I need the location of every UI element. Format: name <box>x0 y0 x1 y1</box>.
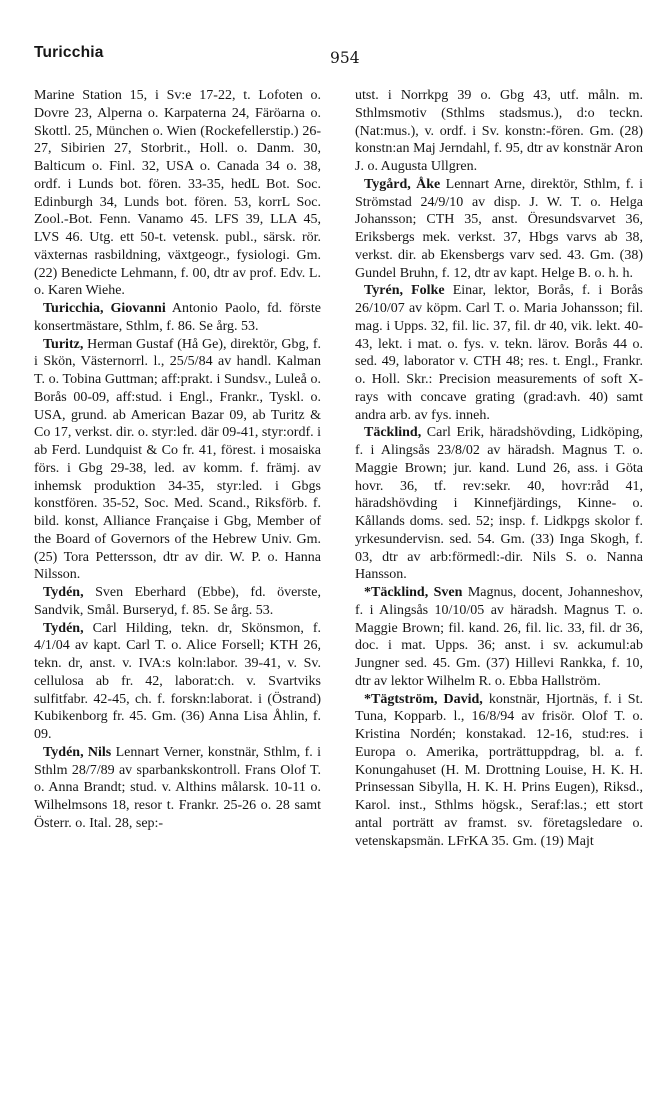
entry-tyden-nils <box>34 744 321 833</box>
entry-name: Turitz, <box>43 336 84 352</box>
entry-tyden-hilding <box>34 620 321 744</box>
entry-text: Herman Gustaf (Hå Ge), direktör, Gbg, f. i Skön, Västernorrl. l., 25/5/84 av handl. Kalman T. o. Tobina Guttman; aff:prakt. i Sundsv., Luleå o. Borås 00-09, aff:stud. i Engl., Frankr., Tyskl. o. USA, grund. ab American Bazar 09, ab Turitz & Co 17, verkst. dir. o. styr:led. där 09-41, styr:ordf. i ab Ferd. Lundquist & Co fr. 41, förest. i mosaiska förs. i Gbg 29-38, led. av komm. f. främj. av inhemsk produktion 34-35, styr:led. i Gbgs konstfören. 35-52, Soc. Med. Scand., Riksförb. f. bild. konst, Alliance Française i Gbg, Member of the Board of Governors of the Hebrew Univ. Gm. (25) Tora Pettersson, dtr av dir. W. P. o. Hanna Nilsson. <box>34 336 321 583</box>
entry-name: Tygård, Åke <box>364 176 441 192</box>
entry-tacklind-sven <box>355 584 643 691</box>
entry-name: Tydén, <box>43 585 84 600</box>
entry-text: Sven Eberhard (Ebbe), fd. överste, Sandvik, Smål. Burseryd, f. 85. Se årg. 53. <box>34 585 321 618</box>
entry-tygard-ake <box>355 176 643 283</box>
entry-name: *Täcklind, Sven <box>364 585 463 600</box>
entry-text: Carl Erik, häradshövding, Lidköping, f. i Alingsås 23/8/02 av häradsh. Magnus T. o. Maggie Brown; jur. kand. Lund 26, ass. i Göta hovr. 36, tf. rev:sekr. 40, hovr:råd 41, häradshövding i Kinnefjärdings, Kinne- o. Kållands doms. sed. 52; insp. f. Lidkpgs skolor f. yrkesundervisn. sed. 54. Gm. (33) Inga Skogh, f. 03, dtr av arb:förmedl:-dir. Nils S. o. Nanna Hansson. <box>355 425 643 583</box>
entry-continuation: utst. i Norrkpg 39 o. Gbg 43, utf. måln. m. Sthlmsmotiv (Sthlms stadsmus.), d:o teckn. (Nat:mus.), v. ordf. i Sv. konstn:-fören. Gm. (28) konstn:an Maj Jerndahl, f. 95, dtr av konstnär Aron J. o. Augusta Ullgren. <box>355 88 643 174</box>
entry-name: Turicchia, Giovanni <box>43 301 166 316</box>
running-head: Turicchia <box>34 44 104 61</box>
entry-tyren-folke <box>355 282 643 424</box>
entry-name: Tydén, <box>43 620 84 636</box>
entry-name: Tyrén, Folke <box>364 283 445 299</box>
entry-text: Antonio Paolo, fd. förste konsertmästare, Sthlm, f. 86. Se årg. 53. <box>34 301 321 334</box>
page-number: 954 <box>330 49 360 67</box>
entry-tagtstrom-david <box>355 691 643 851</box>
entry-turicchia-giovanni <box>34 300 321 336</box>
entry-continuation: Marine Station 15, i Sv:e 17-22, t. Lofoten o. Dovre 23, Alperna o. Karpaterna 24, Färöarna o. Skottl. 25, München o. Wien (Rockefellerstip.) 26-27, Sibirien 27, Storbrit., Holl. o. Danm. 30, Balticum o. Finl. 32, USA o. Canada 34 o. 38, ordf. i Lunds bot. fören. 33-35, hedL Bot. Soc. Edinburgh 34, Lunds bot. fören. 53, korrL Soc. Zool.-Bot. Fenn. Vanamo 45. LFS 39, LLA 45, LVS 46. Utg. ett 50-t. vetensk. publ., särsk. rör. växternas rasbildning, växtgeogr., fysiologi. Gm. (22) Benedicte Lehmann, f. 00, dtr av prof. Edv. L. o. Karen Wiehe. <box>34 88 321 299</box>
entry-name: *Tägtström, David, <box>364 691 483 707</box>
right-column <box>355 87 643 850</box>
entry-text: Carl Hilding, tekn. dr, Skönsmon, f. 4/1/04 av kapt. Carl T. o. Alice Forsell; KTH 26, tekn. dr, anst. v. IVA:s koln:labor. 39-41, v. Sv. cellulosa ab fr. 42, laborat:ch. v. Svartviks sulfitfabr. 42-45, ch. f. forskn:laborat. i (Östrand) Kubikenborg fr. 45. Gm. (36) Anna Lisa Åhlin, f. 09. <box>34 620 321 742</box>
entry-text: Lennart Verner, konstnär, Sthlm, f. i Sthlm 28/7/89 av sparbankskontroll. Frans Olof T. o. Anna Brandt; stud. v. Althins målarsk. 10-11 o. Wilhelmsons 18, resor t. Frankr. 25-26 o. 28 samt Österr. o. Ital. 28, sep:- <box>34 744 321 831</box>
entry-text: Magnus, docent, Johanneshov, f. i Alingsås 10/10/05 av häradsh. Magnus T. o. Maggie Brown; fil. kand. 26, fil. lic. 33, fil. dr 36, doc. i mat. Upps. 36; anst. i sv. ackumul:ab Jungner sed. 45. Gm. (37) Hillevi Rankka, f. 10, dtr av lektor Wilhelm R. o. Ebba Hallström. <box>355 585 644 689</box>
entry-tyden-ebbe <box>34 584 321 620</box>
entry-name: Täcklind, <box>364 425 422 441</box>
left-column <box>34 87 321 833</box>
entry-text: konstnär, Hjortnäs, f. i St. Tuna, Kopparb. l., 16/8/94 av frisör. Olof T. o. Kristina Nordén; konstakad. 12-16, stud:res. i Europa o. Amerika, porträttuppdrag, bl. a. f. Konungahuset (H. M. Drottning Louise, H. K. H. Prinsessan Sibylla, H. K. H. Prins Eugen), Riksd., Karol. inst., Sthlms högsk., Seraf:las.; ett stort antal porträtt av framst. sv. företagsledare o. vetenskapsmän. LFrKA 35. Gm. (19) Majt <box>355 691 643 849</box>
entry-text: Einar, lektor, Borås, f. i Borås 26/10/07 av köpm. Carl T. o. Maria Johansson; fil. mag. i Upps. 32, fil. lic. 37, fil. dr 40, vik. lekt. 40-43, lekt. i mat. o. fys. v. tekn. lärov. Borås 44 o. sed. 49, laborator v. CTH 48; res. t. Engl., Frankr. o. Holl. Skr.: Precision measurements of soft X-rays with concave grating (grad:avh. 40) samt andra arb. av fys. inneh. <box>355 283 643 423</box>
entry-turitz-herman <box>34 336 321 585</box>
entry-text: Lennart Arne, direktör, Sthlm, f. i Strömstad 24/9/10 av disp. J. W. T. o. Helga Johansson; CTH 35, anst. Öresundsvarvet 36, Eriksbergs mek. verkst. 37, Hbgs varvs ab 38, verkst. dir. ab Ekensbergs varv sed. 43. Gm. (38) Gundel Bruhn, f. 12, dtr av kapt. Helge B. o. h. h. <box>355 176 643 281</box>
entry-tacklind-erik <box>355 424 643 584</box>
entry-name: Tydén, Nils <box>43 744 112 760</box>
